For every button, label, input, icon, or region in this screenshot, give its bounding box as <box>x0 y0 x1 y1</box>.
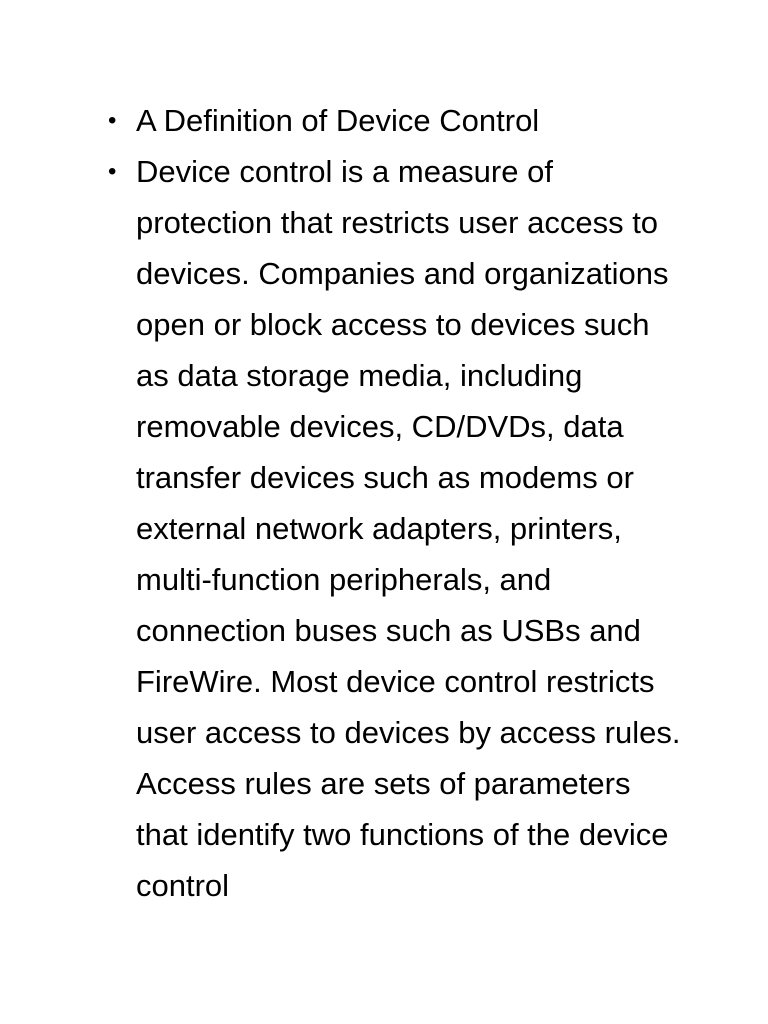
list-item <box>108 146 688 911</box>
list-item-text: A Definition of Device Control <box>136 103 540 138</box>
bullet-list <box>108 95 688 911</box>
list-item <box>108 95 688 146</box>
bullet-icon: • <box>108 107 117 134</box>
list-item-text: Device control is a measure of protection that restricts user access to devices. Companies and organizations open or block access to devices such as data storage media, including removable devices, CD/DVDs, data transfer devices such as modems or external network adapters, printers, multi-function peripherals, and connection buses such as USBs and FireWire. Most device control restricts user access to devices by access rules. Access rules are sets of parameters that identify two functions of the device control <box>136 154 681 903</box>
bullet-icon: • <box>108 158 117 185</box>
